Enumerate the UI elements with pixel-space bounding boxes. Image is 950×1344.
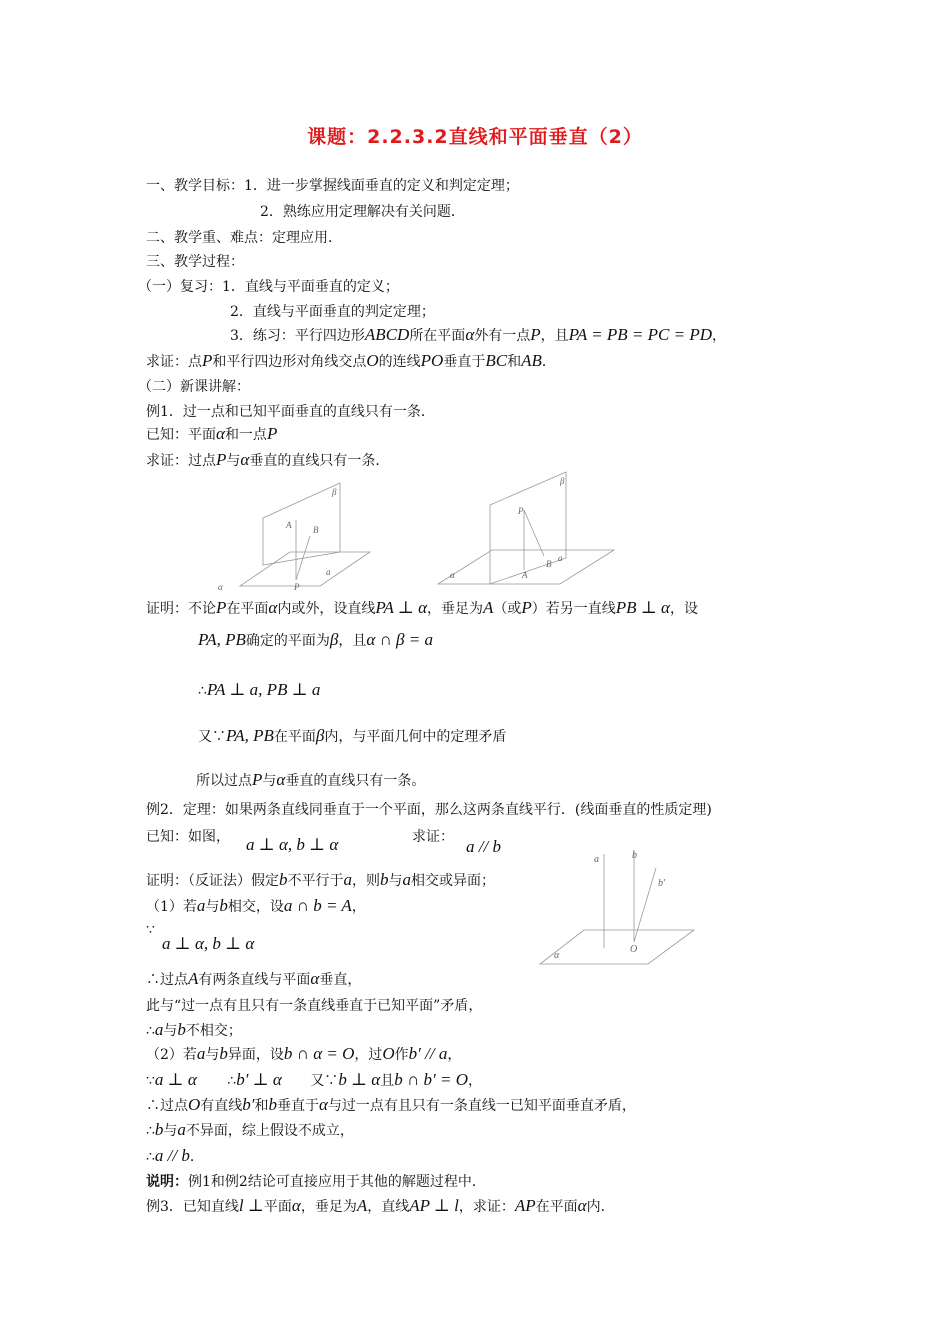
ex2-prove: 求证： (412, 829, 454, 845)
ex3-statement: 例3．已知直线l ⊥平面α，垂足为A，直线AP ⊥ l，求证：AP在平面α内． (146, 1196, 615, 1215)
fig2-label-B: B (546, 559, 552, 569)
fig1-label-A: A (286, 520, 292, 530)
ex1-prove: 求证：过点P与α垂直的直线只有一条． (146, 450, 390, 469)
ex2-conclusion: ∴a // b． (146, 1146, 204, 1165)
note-label: 说明： (146, 1174, 188, 1190)
ex2-case2-4: ∴b与a不异面，综上假设不成立， (146, 1120, 354, 1139)
goal-1: 一、教学目标：1．进一步掌握线面垂直的定义和判定定理； (146, 178, 519, 194)
review-3: 3．练习：平行四边形ABCD所在平面α外有一点P，且PA = PB = PC = PD， (230, 325, 726, 344)
ex2-figure (538, 842, 698, 968)
ex2-case1-2: a ⊥ α, b ⊥ α (162, 934, 255, 953)
ex1-proof-2: PA, PB确定的平面为β，且α ∩ β = a (198, 630, 433, 649)
ex2-case2-1: （2）若a与b异面，设b ∩ α = O，过O作b′ // a， (146, 1044, 462, 1063)
ex2-case1-2a: ∵ (146, 922, 155, 938)
focus-line: 二、教学重、难点：定理应用． (146, 230, 342, 246)
ex1-proof-1: 证明：不论P在平面α内或外，设直线PA ⊥ α，垂足为A（或P）若另一直线PB ⊥ α，设 (146, 598, 698, 617)
fig1-label-alpha: α (218, 582, 223, 592)
ex2-case1-5: ∴a与b不相交； (146, 1020, 242, 1039)
ex2-statement: 例2．定理：如果两条直线同垂直于一个平面，那么这两条直线平行．(线面垂直的性质定理) (146, 802, 712, 818)
ex2-prove-math: a // b (466, 837, 501, 856)
fig3-label-alpha: α (554, 950, 560, 961)
note-line: 说明：例1和例2结论可直接应用于其他的解题过程中． (146, 1174, 486, 1190)
fig1-label-P: P (294, 582, 300, 592)
fig3-label-O: O (630, 944, 638, 955)
ex2-given-math: a ⊥ α, b ⊥ α (246, 835, 339, 854)
page-title: 课题：2.2.3.2直线和平面垂直（2） (307, 126, 643, 148)
new-lesson-heading: （二）新课讲解： (138, 379, 250, 395)
fig1-label-a: a (326, 567, 331, 577)
fig1-label-beta: β (332, 487, 337, 497)
ex1-figure-left (200, 480, 380, 598)
ex2-case1-3: ∴过点A有两条直线与平面α垂直， (146, 969, 362, 988)
review-4: 求证：点P和平行四边形对角线交点O的连线PO垂直于BC和AB． (146, 351, 556, 370)
process-line: 三、教学过程： (146, 254, 244, 270)
fig2-label-A: A (522, 570, 528, 580)
fig3-label-a: a (594, 854, 599, 865)
ex1-given: 已知：平面α和一点P (146, 424, 278, 443)
ex2-proof-1: 证明：（反证法）假定b不平行于a，则b与a相交或异面； (146, 870, 495, 889)
ex1-statement: 例1．过一点和已知平面垂直的直线只有一条． (146, 404, 435, 420)
ex1-proof-5: 所以过点P与α垂直的直线只有一条。 (196, 770, 426, 789)
fig3-label-bprime: b′ (658, 878, 666, 889)
review-1: （一）复习：1．直线与平面垂直的定义； (138, 279, 399, 295)
ex2-case1-1: （1）若a与b相交，设a ∩ b = A， (146, 896, 366, 915)
ex2-case2-2: ∵a ⊥ α ∴b′ ⊥ α 又∵b ⊥ α且b ∩ b′ = O， (146, 1070, 482, 1089)
review-2: 2．直线与平面垂直的判定定理； (230, 304, 435, 320)
ex2-case1-4: 此与“过一点有且只有一条直线垂直于已知平面”矛盾， (146, 998, 483, 1014)
goal-2: 2．熟练应用定理解决有关问题． (260, 204, 465, 220)
fig2-label-alpha: α (450, 570, 455, 580)
ex1-figure-right (436, 470, 616, 588)
fig1-label-B: B (313, 525, 319, 535)
ex2-given: 已知：如图， (146, 829, 230, 845)
fig3-label-b: b (632, 850, 637, 861)
fig2-label-beta: β (560, 476, 565, 486)
ex1-proof-4: 又∵PA, PB在平面β内，与平面几何中的定理矛盾 (198, 726, 507, 745)
fig2-label-a: a (558, 553, 563, 563)
ex2-case2-3: ∴过点O有直线b′和b垂直于α与过一点有且只有一条直线一已知平面垂直矛盾， (146, 1095, 636, 1114)
fig2-label-P: P (518, 506, 524, 516)
ex1-proof-3: ∴PA ⊥ a, PB ⊥ a (198, 680, 321, 699)
